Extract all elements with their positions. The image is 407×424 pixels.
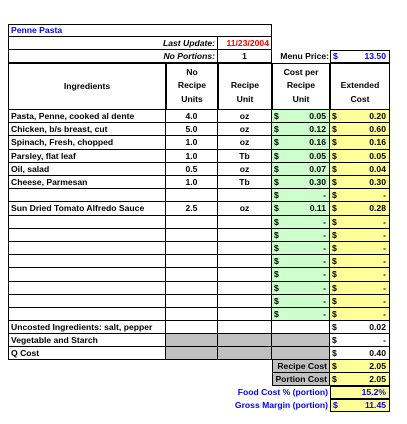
ingredient-units-text: 5.0 — [185, 123, 198, 134]
ingredient-cost — [272, 268, 330, 282]
header-recipe-units-line: Recipe — [177, 80, 207, 91]
ingredient-unit[interactable] — [218, 202, 272, 216]
total-value — [330, 386, 390, 399]
ingredient-name[interactable] — [8, 229, 166, 242]
ingredient-cost — [272, 242, 330, 255]
ingredient-units[interactable] — [166, 163, 218, 176]
portions-value-text: 1 — [242, 50, 247, 61]
ingredient-units[interactable] — [166, 295, 218, 308]
ingredient-cost-amount: - — [323, 308, 326, 319]
ingredient-cost — [272, 163, 330, 176]
header-recipe-units — [166, 63, 218, 110]
ingredient-units-text: 0.5 — [185, 163, 198, 174]
extra-cost-spacer — [272, 334, 330, 347]
total-value-amount: 11.45 — [364, 400, 386, 411]
ingredient-unit[interactable] — [218, 268, 272, 282]
ingredient-cost-currency: $ — [274, 203, 279, 214]
ingredient-cost-currency: $ — [274, 255, 279, 266]
ingredient-name[interactable] — [8, 282, 166, 295]
extra-cost-value[interactable] — [330, 321, 390, 334]
ingredient-extended — [330, 176, 390, 189]
ingredient-extended-amount: - — [383, 189, 386, 200]
ingredient-unit-text: oz — [239, 110, 250, 121]
recipe-title — [8, 24, 272, 37]
ingredient-name[interactable] — [8, 268, 166, 282]
ingredient-cost-currency: $ — [274, 269, 279, 280]
extra-cost-name — [8, 321, 166, 334]
ingredient-cost-amount: 0.11 — [309, 203, 326, 214]
ingredient-cost-currency: $ — [274, 308, 279, 319]
ingredient-cost-amount: - — [323, 189, 326, 200]
ingredient-extended-currency: $ — [332, 176, 337, 187]
ingredient-name[interactable] — [8, 202, 166, 216]
ingredient-extended — [330, 136, 390, 150]
ingredient-extended-currency: $ — [332, 269, 337, 280]
ingredient-extended — [330, 110, 390, 123]
ingredient-extended-currency: $ — [332, 308, 337, 319]
ingredient-cost-currency: $ — [274, 282, 279, 293]
menu-price-amount: 13.50 — [364, 51, 386, 62]
ingredient-extended-currency: $ — [332, 137, 337, 148]
ingredient-cost-currency: $ — [274, 242, 279, 253]
extra-cost-spacer — [166, 321, 218, 334]
ingredient-cost — [272, 202, 330, 216]
ingredient-extended — [330, 242, 390, 255]
last-update-label — [8, 37, 218, 50]
ingredient-units[interactable] — [166, 136, 218, 150]
ingredient-cost-amount: 0.16 — [309, 137, 326, 148]
ingredient-name[interactable] — [8, 308, 166, 321]
ingredient-cost — [272, 189, 330, 202]
ingredient-cost-currency: $ — [274, 189, 279, 200]
ingredient-extended-currency: $ — [332, 282, 337, 293]
portions-label-text: No Portions: — [163, 50, 215, 61]
ingredient-cost — [272, 123, 330, 136]
total-value-currency: $ — [332, 373, 337, 384]
ingredient-extended-amount: - — [383, 242, 386, 253]
total-label-text: Food Cost % (portion) — [237, 387, 328, 398]
total-label — [218, 399, 330, 412]
ingredient-cost-amount: 0.05 — [309, 110, 326, 121]
ingredient-cost-amount: 0.07 — [309, 163, 326, 174]
ingredient-extended — [330, 202, 390, 216]
ingredient-extended — [330, 123, 390, 136]
ingredient-extended-amount: - — [383, 255, 386, 266]
header-cost-per-unit-line: Recipe — [286, 80, 316, 91]
header-ingredients-text: Ingredients — [63, 81, 111, 92]
ingredient-name-text: Chicken, b/s breast, cut — [11, 123, 108, 134]
ingredient-units[interactable] — [166, 229, 218, 242]
portions-label — [8, 50, 218, 63]
recipe-title-text: Penne Pasta — [11, 25, 63, 36]
ingredient-unit-text: oz — [239, 137, 250, 148]
header-cost-per-unit-line: Unit — [292, 94, 310, 105]
ingredient-extended-amount: 0.16 — [369, 137, 386, 148]
ingredient-extended-currency: $ — [332, 242, 337, 253]
ingredient-units[interactable] — [166, 202, 218, 216]
ingredient-name-text: Spinach, Fresh, chopped — [11, 137, 114, 148]
ingredient-name[interactable] — [8, 176, 166, 189]
portions-value[interactable] — [218, 50, 272, 63]
ingredient-name[interactable] — [8, 255, 166, 268]
ingredient-extended — [330, 255, 390, 268]
extra-cost-spacer — [272, 347, 330, 360]
total-label-text: Portion Cost — [275, 373, 327, 384]
ingredient-extended-currency: $ — [332, 255, 337, 266]
ingredient-cost-currency: $ — [274, 229, 279, 240]
ingredient-unit[interactable] — [218, 136, 272, 150]
total-value-currency: $ — [333, 400, 338, 411]
ingredient-cost-currency: $ — [274, 295, 279, 306]
ingredient-unit[interactable] — [218, 150, 272, 163]
ingredient-name-text: Parsley, flat leaf — [11, 150, 76, 161]
ingredient-name-text: Oil, salad — [11, 163, 50, 174]
header-recipe-unit-line — [219, 68, 271, 78]
ingredient-unit[interactable] — [218, 110, 272, 123]
ingredient-units[interactable] — [166, 282, 218, 295]
total-label-text: Gross Margin (portion) — [234, 400, 328, 411]
ingredient-extended-amount: - — [383, 282, 386, 293]
extra-cost-name — [8, 347, 166, 360]
ingredient-extended-amount: - — [383, 295, 386, 306]
ingredient-units[interactable] — [166, 189, 218, 202]
ingredient-extended — [330, 216, 390, 229]
ingredient-cost — [272, 255, 330, 268]
ingredient-name-text: Pasta, Penne, cooked al dente — [11, 110, 135, 121]
ingredient-units[interactable] — [166, 242, 218, 255]
ingredient-unit[interactable] — [218, 308, 272, 321]
ingredient-cost-amount: - — [323, 282, 326, 293]
ingredient-units[interactable] — [166, 150, 218, 163]
ingredient-unit[interactable] — [218, 123, 272, 136]
extra-cost-currency: $ — [332, 347, 337, 358]
ingredient-unit[interactable] — [218, 189, 272, 202]
ingredient-cost-amount: 0.30 — [309, 176, 326, 187]
ingredient-units[interactable] — [166, 110, 218, 123]
total-value-amount: 2.05 — [369, 373, 386, 384]
ingredient-name[interactable] — [8, 136, 166, 150]
ingredient-extended — [330, 150, 390, 163]
extra-cost-value[interactable] — [330, 347, 390, 360]
total-value — [330, 360, 390, 373]
ingredient-extended-currency: $ — [332, 203, 337, 214]
ingredient-extended-currency: $ — [332, 150, 337, 161]
ingredient-extended — [330, 282, 390, 295]
header-extended-cost — [330, 63, 390, 110]
ingredient-unit-text: Tb — [239, 150, 250, 161]
menu-price-label — [272, 50, 331, 63]
ingredient-extended-amount: 0.60 — [369, 123, 386, 134]
ingredient-name[interactable] — [8, 242, 166, 255]
last-update-label-text: Last Update: — [162, 37, 215, 48]
ingredient-units[interactable] — [166, 176, 218, 189]
ingredient-extended-currency: $ — [332, 163, 337, 174]
header-cost-per-unit-line: Cost per — [283, 66, 319, 77]
ingredient-cost-currency: $ — [274, 110, 279, 121]
ingredient-cost-currency: $ — [274, 176, 279, 187]
ingredient-extended-amount: - — [383, 308, 386, 319]
last-update-value[interactable] — [218, 37, 272, 50]
ingredient-cost-currency: $ — [274, 137, 279, 148]
ingredient-extended — [330, 308, 390, 321]
ingredient-extended-amount: - — [383, 229, 386, 240]
extra-cost-name — [8, 334, 166, 347]
ingredient-cost-currency: $ — [274, 150, 279, 161]
ingredient-cost — [272, 150, 330, 163]
ingredient-unit[interactable] — [218, 255, 272, 268]
ingredient-units-text: 1.0 — [185, 176, 198, 187]
header-extended-cost-line: Cost — [350, 94, 370, 105]
ingredient-cost — [272, 176, 330, 189]
ingredient-extended-currency: $ — [332, 295, 337, 306]
extra-cost-spacer — [218, 347, 272, 360]
ingredient-units[interactable] — [166, 123, 218, 136]
menu-price-currency: $ — [333, 51, 338, 62]
ingredient-cost-amount: - — [323, 269, 326, 280]
extra-cost-spacer — [166, 347, 218, 360]
ingredient-units-text: 1.0 — [185, 137, 198, 148]
menu-price-label-text: Menu Price: — [280, 51, 329, 62]
ingredient-extended-currency: $ — [332, 229, 337, 240]
ingredient-cost-currency: $ — [274, 216, 279, 227]
ingredient-cost-amount: - — [323, 216, 326, 227]
ingredient-cost — [272, 136, 330, 150]
ingredient-units[interactable] — [166, 308, 218, 321]
ingredient-extended-amount: 0.30 — [369, 176, 386, 187]
ingredient-cost-amount: 0.05 — [309, 150, 326, 161]
ingredient-units[interactable] — [166, 216, 218, 229]
ingredient-units-text: 1.0 — [185, 150, 198, 161]
ingredient-extended-amount: 0.05 — [369, 150, 386, 161]
ingredient-cost-currency: $ — [274, 163, 279, 174]
ingredient-units-text: 2.5 — [185, 203, 198, 214]
ingredient-cost-amount: - — [323, 255, 326, 266]
ingredient-extended — [330, 189, 390, 202]
ingredient-cost — [272, 282, 330, 295]
menu-price-value[interactable] — [330, 50, 390, 63]
ingredient-name[interactable] — [8, 216, 166, 229]
ingredient-extended-amount: 0.28 — [369, 203, 386, 214]
header-ingredients — [8, 63, 166, 110]
ingredient-extended — [330, 163, 390, 176]
ingredient-unit[interactable] — [218, 295, 272, 308]
header-recipe-unit-line: Recipe — [230, 80, 260, 91]
header-extended-cost-line: Extended — [340, 80, 380, 91]
last-update-value-text: 11/23/2004 — [226, 37, 269, 48]
ingredient-unit[interactable] — [218, 176, 272, 189]
ingredient-name[interactable] — [8, 150, 166, 163]
ingredient-units[interactable] — [166, 255, 218, 268]
ingredient-extended-currency: $ — [332, 110, 337, 121]
ingredient-name[interactable] — [8, 123, 166, 136]
total-value-amount: 15.2% — [361, 387, 386, 398]
ingredient-extended-amount: - — [383, 269, 386, 280]
extra-cost-amount: - — [383, 334, 386, 345]
header-recipe-unit-line: Unit — [236, 94, 254, 105]
ingredient-cost — [272, 229, 330, 242]
header-recipe-units-line: No — [186, 66, 198, 77]
ingredient-extended — [330, 295, 390, 308]
ingredient-extended-amount: - — [383, 216, 386, 227]
extra-cost-amount: 0.02 — [369, 321, 386, 332]
ingredient-name[interactable] — [8, 163, 166, 176]
ingredient-unit-text: Tb — [239, 176, 250, 187]
ingredient-name-text: Cheese, Parmesan — [11, 176, 88, 187]
extra-cost-amount: 0.40 — [369, 347, 386, 358]
ingredient-name[interactable] — [8, 295, 166, 308]
ingredient-extended-currency: $ — [332, 123, 337, 134]
ingredient-cost-amount: - — [323, 229, 326, 240]
header-extended-cost-line — [331, 68, 389, 78]
ingredient-cost-amount: 0.12 — [309, 123, 326, 134]
total-label — [218, 386, 330, 399]
ingredient-name[interactable] — [8, 110, 166, 123]
extra-cost-spacer — [218, 321, 272, 334]
ingredient-cost — [272, 110, 330, 123]
total-value-currency: $ — [332, 360, 337, 371]
ingredient-unit[interactable] — [218, 242, 272, 255]
ingredient-extended — [330, 229, 390, 242]
header-recipe-unit — [218, 63, 272, 110]
ingredient-cost — [272, 308, 330, 321]
total-value-amount: 2.05 — [369, 360, 386, 371]
ingredient-units[interactable] — [166, 268, 218, 282]
total-value — [330, 399, 390, 412]
ingredient-cost-currency: $ — [274, 123, 279, 134]
total-label — [272, 360, 330, 373]
ingredient-extended — [330, 268, 390, 282]
extra-cost-currency: $ — [332, 321, 337, 332]
extra-cost-name-text: Q Cost — [11, 347, 40, 358]
extra-cost-spacer — [166, 334, 218, 347]
ingredient-unit[interactable] — [218, 216, 272, 229]
total-label — [272, 373, 330, 386]
ingredient-extended-amount: 0.20 — [369, 110, 386, 121]
ingredient-unit[interactable] — [218, 163, 272, 176]
ingredient-cost-amount: - — [323, 295, 326, 306]
extra-cost-value[interactable] — [330, 334, 390, 347]
extra-cost-currency: $ — [332, 334, 337, 345]
ingredient-unit-text: oz — [239, 203, 250, 214]
total-value — [330, 373, 390, 386]
ingredient-extended-amount: 0.04 — [369, 163, 386, 174]
ingredient-cost-amount: - — [323, 242, 326, 253]
ingredient-extended-currency: $ — [332, 216, 337, 227]
extra-cost-spacer — [272, 321, 330, 334]
header-recipe-units-line: Units — [181, 94, 203, 105]
extra-cost-name-text: Vegetable and Starch — [11, 334, 98, 345]
ingredient-unit[interactable] — [218, 282, 272, 295]
ingredient-units-text: 4.0 — [185, 110, 198, 121]
total-label-text: Recipe Cost — [277, 360, 327, 371]
ingredient-extended-currency: $ — [332, 189, 337, 200]
extra-cost-spacer — [218, 334, 272, 347]
ingredient-name-text: Sun Dried Tomato Alfredo Sauce — [11, 203, 145, 214]
ingredient-unit[interactable] — [218, 229, 272, 242]
ingredient-cost — [272, 216, 330, 229]
header-cost-per-unit — [272, 63, 330, 110]
ingredient-name[interactable] — [8, 189, 166, 202]
ingredient-unit-text: oz — [239, 123, 250, 134]
extra-cost-name-text: Uncosted Ingredients: salt, pepper — [11, 321, 153, 332]
ingredient-cost — [272, 295, 330, 308]
ingredient-unit-text: oz — [239, 163, 250, 174]
